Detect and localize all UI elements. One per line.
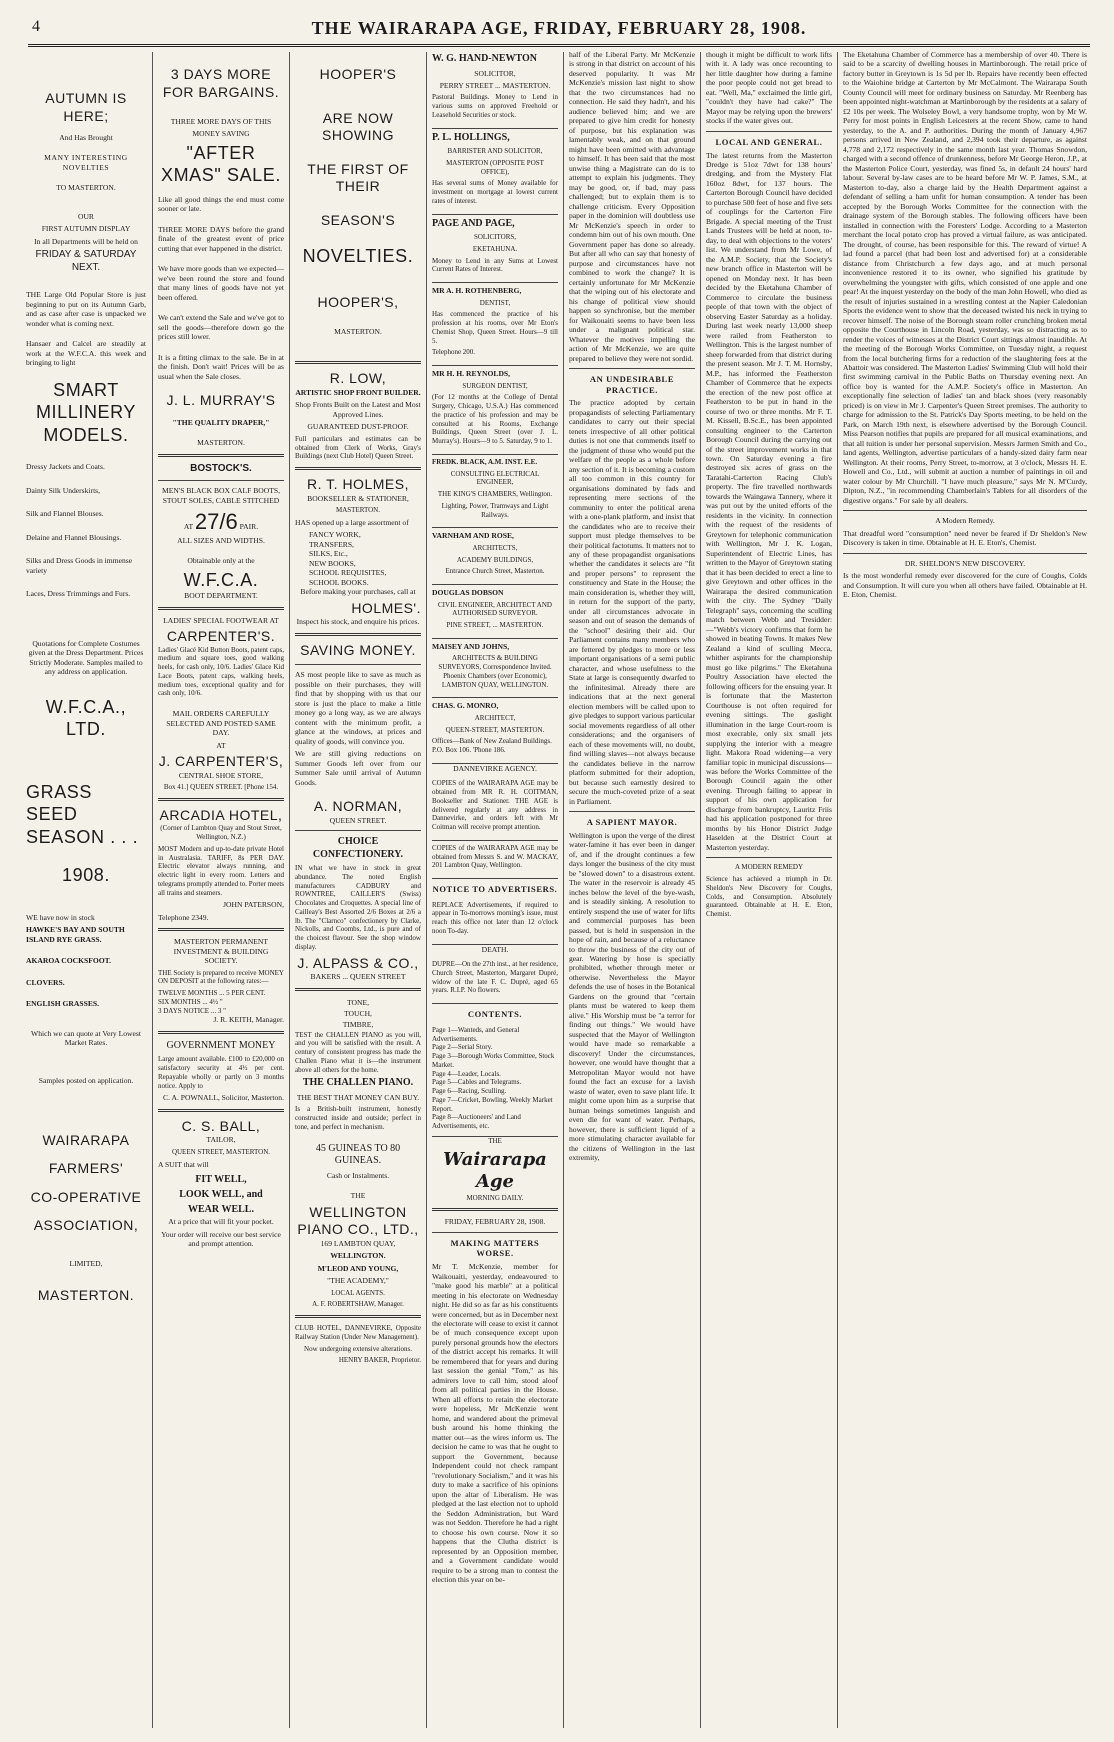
- dannevirke-heading: DANNEVIRKE AGENCY.: [453, 763, 537, 773]
- chambers-label: THE KING'S CHAMBERS, Wellington.: [437, 490, 553, 499]
- list-item: TIMBRE,: [342, 1020, 374, 1030]
- goods-text: We have more goods than we expected—we've been round the store and found that many lines of goods have not yet been offered.: [158, 264, 284, 302]
- civil-label: CIVIL ENGINEER, ARCHITECT AND AUTHORISED SURVEYOR.: [438, 600, 552, 618]
- local-label: LOCAL AGENTS.: [331, 1288, 385, 1297]
- list-item: Page 1—Wanteds, and General Advertisements.: [432, 1025, 520, 1043]
- ladies-footwear: LADIES' SPECIAL FOOTWEAR AT: [163, 615, 279, 625]
- item-list: [26, 462, 146, 598]
- hollings-heading: P. L. HOLLINGS,: [432, 131, 510, 143]
- autumn-body-2: TO MASTERTON.: [56, 183, 116, 193]
- low-heading: R. LOW,: [329, 370, 387, 387]
- pownall-solicitor: C. A. POWNALL, Solicitor, Masterton.: [163, 1093, 284, 1103]
- list-item: Page 6—Racing, Sculling.: [432, 1087, 507, 1096]
- column-5: [565, 50, 699, 1730]
- making-text: Mr T. McKenzie, member for Waikouaiti, yesterday, endeavoured to "make good his marble" at a political meeting in his electorate on Wednesday night. He did so as far as his constituents were concerned, but as in December next the electorate will cease to exist it cannot be of much consequence except upon purely personal grounds how the electors of the district accept his remarks. It will be remembered that for years and during last session the genial "Tom," as his admirers love to call him, stood aloof from all political parties in the House. When all efforts to retain the electorate were hopeless, Mr McKenzie went home, and wandered about the primeval bush around his home thinking the matter out—as the wires inform us. The decision he came to was that he ought to support the Government, because Independent could not check rampant "revolutionary Socialism," and it was his duty to make a sacrifice of his opinions upon the altar of Liberalism. He was pledged at the last election not to uphold the Seddon Administration, but Ward was not Seddon. Therefore he had a right to choose his own course. Now it so happens that the Clutha district is represented by an Opposition member, and a Government candidate would require to be a strong man to contest the election this year on be-: [432, 1262, 558, 1585]
- buyers-text: Hansaer and Calcel are steadily at work at the W.F.C.A. this week and bringing to light: [26, 339, 146, 368]
- column-1: [22, 50, 150, 1730]
- varnham-heading: VARNHAM AND ROSE,: [432, 531, 514, 541]
- rates-list: [158, 989, 284, 1015]
- sapient-heading: A SAPIENT MAYOR.: [586, 817, 678, 828]
- dustproof-label: GUARANTEED DUST-PROOF.: [307, 422, 409, 432]
- column-rule: [700, 52, 701, 1728]
- notice-text: REPLACE Advertisements, if required to appear in To-morrows morning's issue, must reach this office not later than 12 o'clock noon To-day.: [432, 900, 558, 935]
- autumn-sub: And Has Brought: [59, 133, 113, 142]
- baker-label: HENRY BAKER, Proprietor.: [338, 1356, 421, 1365]
- page-town: EKETAHUNA.: [472, 244, 518, 253]
- column-rule: [289, 52, 290, 1728]
- list-item: Page 2—Serial Story.: [432, 1043, 493, 1052]
- local-heading: LOCAL AND GENERAL.: [715, 136, 823, 147]
- fit-list: [158, 1172, 284, 1217]
- challen-heading: THE CHALLEN PIANO.: [302, 1077, 414, 1089]
- list-item: Dressy Jackets and Coats.: [26, 462, 105, 472]
- offices-label: Offices—Bank of New Zealand Buildings. P.O. Box 106. 'Phone 186.: [432, 737, 552, 755]
- holmes-list: [295, 530, 421, 587]
- page-text: Money to Lend in any Sums at Lowest Current Rates of Interest.: [432, 256, 558, 274]
- list-item: Page 5—Cables and Telegrams.: [432, 1078, 522, 1087]
- saving-text: AS most people like to save as much as possible on their purchases, they will find that by shopping with us that our store is just the place to make a little money go a long way, as we are always content with the minimum profit, a glance at the windows, at prices and quality of goods, will convince you.: [295, 670, 421, 746]
- hn-heading: W. G. HAND-NEWTON: [432, 53, 538, 64]
- queen-label: QUEEN-STREET, MASTERTON.: [445, 725, 545, 734]
- showing-heading: ARE NOW SHOWING: [322, 109, 394, 143]
- ball-address: QUEEN STREET, MASTERTON.: [171, 1147, 271, 1156]
- artistic-label: ARTISTIC SHOP FRONT BUILDER.: [295, 387, 421, 397]
- architect-label: ARCHITECT,: [474, 713, 516, 722]
- sale-text: Like all good things the end must come sooner or late.: [158, 194, 284, 214]
- pair-label: PAIR.: [239, 522, 259, 532]
- monro-heading: CHAS. G. MONRO,: [432, 701, 499, 711]
- page-number: 4: [32, 18, 40, 35]
- column-7: [839, 50, 1091, 1730]
- choice-heading: CHOICE CONFECTIONERY.: [312, 836, 404, 860]
- dentist-label: DENTIST,: [479, 298, 511, 307]
- holmes-heading: R. T. HOLMES,: [307, 476, 409, 493]
- contents-heading: CONTENTS.: [467, 1009, 523, 1020]
- pine-label: PINE STREET, ... MASTERTON.: [446, 621, 544, 630]
- masterton-label: MASTERTON.: [37, 1287, 135, 1304]
- list-item: Delaine and Flannel Blousings.: [26, 532, 122, 542]
- choice-text: IN what we have in stock in great abundance. The noted English manufacturers CADBURY and ROWNTREE, CAILLER'S (Swiss) Chocolates and Croquettes. A special line of Cailleay's Best Assorted 2/6 Boxes at 2/6 a lb. The "Clarnco" confectionery by Clarke, Nickolls, and Coombs, Ltd., is pure and of the choicest flavour. See the shop window display.: [295, 864, 421, 951]
- general-text: The Eketahuna Chamber of Commerce has a membership of over 40. There is said to be a scarcity of dwelling houses in Martinborough. The retail price of factory butter in Greytown is 1s 5d per lb. Repairs have recently been effected to the Waiohine bridge at Carterton by Mr McCalmont. The Wairarapa South County Council will meet for ordinary business on Saturday. Mr Reenberg has been appointed night-watchman at Martinborough by the residents at a salary of £2 10s per week. The Wolseley Bowl, a very handsome trophy, won by Mr W. Perry for most points in English Leicesters at the recent Show, came to hand yesterday, to the A. and P. authorities. During the month of January 4,967 persons arrived in New Zealand, and 2,394 took their departure, as against 4,778 and 2,172 respectively in the same month last year. Thomas Snowdon, charged with a second offence of drunkenness, before Mr George Heron, J.P., at the Masterton Police Court, yesterday, was fined 5s, in default 24 hours' hard labour. Several by-law cases are to be heard before Mr W. P. James, S.M., at Masterton to-day, also a charge laid by the Health Department against a defendant of selling a ham unfit for human consumption. A tender has been accepted by the Borough Works Committee for the connection with the drainage system of the Borough stables. The following officers have been installed in connection with the Foresters' Lodge. According to a Masterton merchant the local potato crop has proved a virtual failure, as was anticipated. The drought, of course, has been responsible for this. The reward of virtue! A lad found a parcel (that had been lost and advertised for) at a considerable distance from Christchurch a few days ago, and at much personal inconvenience restored it to its owner, who signified his gratitude by overwhelming the youngster with gifts, which consisted of one apple and one pear! At the inquest yesterday on the body of the man John Howell, who died as the result of injuries sustained in a wrestling contest at the Napier Caledonian Sports the evidence went to show that the deceased twisted his neck in trying to recover himself. The noise of the Borough steam roller crunching broken metal opposite the Courthouse in Lincoln Road, yesterday, was so distracting as to render the voices of witnesses at the District Court sittings almost inaudible. At the meeting of the Borough Works Committee, on Tuesday night, a request from the local butchering firms for a reduction of the slaughtering fees at the Abattoir was considered. The Masterton Ladies' Swimming Club will hold their first swimming carnival in the Public Baths on Thursday evening next. An office boy is wanted for the A.M.P. Society's office in Masterton. An exceptionally fine selection of ladies' tan and black shoes (very reasonably priced) is on view in Mr J. Carpenter's Queen Street premises. The authority to charge for admission to the St. Patrick's Day Sports meeting, to be held on the Park, on March 19th next, is elsewhere advertised by the Borough Council. Miss Pearson notifies that pupils are prepared for all musical examinations, and that all tuition is under her personal supervision. Messrs Jarmen Smith and Co., land agents, Wellington, advertise particulars of a handy-sized dairy farm near Wellington. At their rooms, Perry Street, to-morrow, at 3 o'clock, Messrs H. E. Howell and Co., Ltd., will submit at auction a number of paintings in oil and water colour by Mr Churchill. "I have much pleasure," says Mr N. M'Curdy, Dipton, N.Z., "in recommending Chamberlain's Tablets for all disorders of the digestive organs." For sale by all dealers.: [843, 50, 1087, 505]
- hollings-address: MASTERTON (OPPOSITE POST OFFICE),: [446, 158, 544, 176]
- three-more: THREE MORE DAYS OF THIS: [170, 117, 272, 126]
- holmes-heading-2: HOLMES'.: [351, 599, 421, 616]
- black-heading: FREDK. BLACK, A.M. INST. E.E.: [432, 457, 538, 466]
- robertshaw-label: A. F. ROBERTSHAW, Manager.: [312, 1300, 404, 1309]
- lighting-label: Lighting, Power, Tramways and Light Railways.: [441, 501, 549, 519]
- keith-manager: J. R. KEITH, Manager.: [213, 1015, 284, 1025]
- copies-text-2: COPIES of the WAIRARAPA AGE may be obtained from Messrs S. and W. MACKAY, 201 Lambton Quay, Wellington.: [432, 843, 558, 870]
- carpenter-box: Box 41.] QUEEN STREET. [Phone 154.: [163, 783, 279, 792]
- copies-text-1: COPIES of the WAIRARAPA AGE may be obtained from MR R. H. COITMAN, Bookseller and Stationer. THE AGE is delivered regularly at any address in Dannevirke, and orders left with Mr Coitman will receive prompt attention.: [432, 779, 558, 832]
- days-heading: 3 DAYS MORE FOR BARGAINS.: [162, 66, 280, 100]
- wpc-town: WELLINGTON.: [330, 1251, 386, 1261]
- making-text-cont: half of the Liberal Party. Mr McKenzie is strong in that district on account of his deserved popularity. It was Mr McKenzie's mission last night to show that the two circumstances had no connection. He said they hadn't, and his audience believed him; and we are prepared to give him credit for honesty of purpose, but his explanation was lamentably weak, and on that ground might have been omitted with advantage to himself. It has been said that the most unwise thing a Magistrate can do is to attempt to explain his judgments. They may be good, or, if bad, may pass challenged; but to explain them is to challenge criticism. Every Opposition paper in the dominion will doubtless use Mr McKenzie's speech in order to condemn him out of his own mouth. One Government paper has done so already. But after all who can say that honesty of purpose and circumstances have not combined to work the change? It is certainly unfortunate for Mr McKenzie that the wiping out of his electorate and his change of political view should happen so synchronise, but the member for Waikouaiti seems to have been less under a malignant political star. Whatever the motives impelling the action of Mr McKenzie, we are quite prepared to believe they were not sordid.: [569, 50, 695, 363]
- murray-heading: J. L. MURRAY'S: [166, 392, 276, 409]
- wpc-heading: WELLINGTON PIANO CO., LTD.,: [297, 1203, 419, 1238]
- undesirable-heading: AN UNDESIRABLE PRACTICE.: [589, 373, 675, 395]
- list-item: CO-OPERATIVE: [30, 1188, 142, 1205]
- list-item: ENGLISH GRASSES.: [26, 999, 100, 1009]
- rothenberg-text: Has commenced the practice of his profession at his rooms, over Mr Eton's Chemist Shop, Queen Street. Hours—9 till 5.: [432, 310, 558, 345]
- the-label: THE: [350, 1191, 366, 1201]
- list-item: SILKS, Etc.,: [309, 549, 348, 559]
- consulting-label: CONSULTING ELECTRICAL ENGINEER,: [450, 469, 540, 487]
- arcadia-prop: JOHN PATERSON,: [223, 900, 284, 910]
- maisey-text: ARCHITECTS & BUILDING SURVEYORS, Correspondence Invited. Phoenix Chambers (over Economic), LAMBTON QUAY, WELLINGTON.: [438, 654, 552, 689]
- stock-intro: WE have now in stock: [26, 912, 95, 922]
- architects-label: ARCHITECTS,: [472, 543, 518, 552]
- page-title-label: SOLICITORS,: [473, 233, 517, 242]
- hollings-title: BARRISTER AND SOLICITOR,: [447, 147, 543, 156]
- list-item: NEW BOOKS,: [309, 558, 356, 568]
- undesirable-text: The practice adopted by certain propagandists of selecting Parliamentary candidates to carry out their special tenets irrespective of all other political duties is not one that commends itself to the judgment of those who would put the welfare of the people as a whole before any section of it. It is becoming a custom all too common in this country for organisations dominated by fads and representing mere sections of the community to enter the political arena with a one-plank platform, and insist that the candidates who are to receive their support must pledge themselves to be their political factotums. It matters not to any of these propagandist organisations whether the candidates it selects are "fit and proper persons" to represent the constituency and State in the House; the main consideration is, whether they will, in return for the support of the party, under all circumstances advocate in season and out of season the demands of the "school" desiring their aid. Our Parliament contains many members who are fettered by pledges to more or less important organisations of a semi public character, and whose usefulness to the State at large is consequently dwarfed to the infinitesimal. Already there are indications that at the next general election members will be called upon to give pledges to support various particular social movements regardless of all other considerations; and the organisers of each of these movements will, no doubt, find willing slaves—not always because the candidates believe in the narrow platform submitted for their adoption, but because such earnestly desired to secure the much-coveted prize of a seat in Parliament.: [569, 398, 695, 806]
- list-item: SCHOOL BOOKS.: [309, 577, 369, 587]
- arcadia-text: MOST Modern and up-to-date private Hotel in Australasia. TARIFF, 8s PER DAY. Electric elevator always running, and electric light in every room. Letters and telegrams promptly attended to. Porter meets all trains and steamers.: [158, 844, 284, 897]
- sapient-text-cont: though it might be difficult to work lifts with it. A lady was once recounting to her little daughter how during a famine the poor people could not get bread to eat. "Well, Ma," exclaimed the little girl, "couldn't they have had cake?" The Mayor may be relying upon the brewers' stocks if the water gives out.: [706, 50, 832, 126]
- dobson-heading: DOUGLAS DOBSON: [432, 588, 504, 598]
- the-label-2: THE: [488, 1136, 502, 1145]
- tailor-label: TAILOR,: [206, 1135, 236, 1145]
- sheldon-heading: DR. SHELDON'S NEW DISCOVERY.: [904, 558, 1026, 568]
- wpc-address: 169 LAMBTON QUAY,: [320, 1238, 396, 1248]
- quality-draper: "THE QUALITY DRAPER,": [172, 417, 270, 427]
- money-saving: MONEY SAVING: [192, 129, 250, 139]
- list-item: LOOK WELL, and: [179, 1189, 263, 1201]
- list-item: FARMERS': [48, 1160, 124, 1177]
- list-item: FANCY WORK,: [309, 530, 361, 540]
- friday-saturday: FRIDAY & SATURDAY NEXT.: [35, 249, 137, 273]
- low-text: Shop Fronts Built on the Latest and Most Approved Lines.: [295, 400, 421, 419]
- samples-text: Samples posted on application.: [38, 1076, 134, 1086]
- modern-remedy-text: That dreadful word "consumption" need never be feared if Dr Sheldon's New Discovery is taken in time. Obtainable at H. E. Eton's, Chemist.: [843, 528, 1087, 548]
- suit-text: At a price that will fit your pocket.: [168, 1217, 274, 1227]
- hooper-heading-2: HOOPER'S,: [317, 293, 399, 310]
- climax-text: It is a fitting climax to the sale. Be in at the finish. Don't wait! Prices will be as usual when the Sale closes.: [158, 352, 284, 381]
- masthead: [28, 14, 1090, 47]
- page-heading: PAGE AND PAGE,: [432, 217, 515, 229]
- list-item: AKAROA COCKSFOOT.: [26, 956, 112, 966]
- murray-town: MASTERTON.: [197, 438, 245, 448]
- british-text: Is a British-built instrument, honestly constructed inside and outside; perfect in tone, and perfect in mechanism.: [295, 1105, 421, 1131]
- sizes-text: ALL SIZES AND WIDTHS.: [177, 535, 265, 545]
- ladies-text: Ladies' Glacé Kid Button Boots, patent caps, medium and square toes, good walking heels, for cash only, 10/6. Ladies' Glace Kid Lace Boots, patent caps, walking heels, medium toes, exceptional quality and for cash only, 10/6.: [158, 645, 284, 698]
- masthead-nameplate: Wairarapa Age: [443, 1148, 547, 1193]
- saving-heading: SAVING MONEY.: [300, 641, 416, 658]
- modern-remedy-heading: A Modern Remedy.: [935, 516, 995, 526]
- mleod-label: M'LEOD AND YOUNG,: [317, 1263, 399, 1273]
- column-2: [154, 50, 288, 1730]
- reynolds-heading: MR H. H. REYNOLDS,: [432, 369, 511, 379]
- list-item: HAWKE'S BAY AND SOUTH ISLAND RYE GRASS.: [26, 925, 125, 944]
- holmes-inspect: Inspect his stock, and enquire his prices.: [296, 617, 420, 627]
- ball-heading: C. S. BALL,: [181, 1117, 261, 1134]
- farmers-association: [26, 1129, 146, 1237]
- remedy-heading: A MODERN REMEDY: [734, 863, 804, 872]
- hooper-heading: HOOPER'S: [319, 66, 397, 82]
- wfca-boot-heading: W.F.C.A.: [183, 569, 259, 590]
- list-item: Page 3—Borough Works Committee, Stock Market.: [432, 1052, 555, 1069]
- grass-seed-heading: GRASS SEED: [26, 781, 93, 825]
- column-6: [702, 50, 836, 1730]
- bakers-label: BAKERS ... QUEEN STREET: [310, 972, 406, 982]
- list-item: Page 4—Leader, Locals.: [432, 1069, 501, 1078]
- building-society: MASTERTON PERMANENT INVESTMENT & BUILDING SOCIETY.: [173, 937, 269, 966]
- list-item: ASSOCIATION,: [33, 1217, 139, 1234]
- list-item: TRANSFERS,: [309, 539, 354, 549]
- list-item: FIT WELL,: [195, 1174, 247, 1186]
- our-label: OUR: [77, 211, 95, 221]
- carpenter-heading-2: J. CARPENTER'S,: [158, 753, 284, 770]
- bookseller-label: BOOKSELLER & STATIONER,: [307, 493, 409, 503]
- rothenberg-tel: Telephone 200.: [432, 348, 476, 357]
- list-item: TOUCH,: [344, 1008, 372, 1018]
- season-heading: SEASON'S: [320, 211, 396, 228]
- carpenter-heading: CARPENTER'S.: [166, 628, 276, 645]
- academy-buildings: ACADEMY BUILDINGS,: [456, 555, 534, 564]
- autumn-headline: AUTUMN IS HERE;: [45, 90, 127, 124]
- days-text: THREE MORE DAYS before the grand finale of the greatest event of price cutting that ever happened in the district.: [158, 224, 284, 253]
- boot-department: BOOT DEPARTMENT.: [184, 591, 258, 601]
- display-label: FIRST AUTUMN DISPLAY: [41, 224, 131, 234]
- surgeon-label: SURGEON DENTIST,: [462, 381, 528, 390]
- remedy-text: Science has achieved a triumph in Dr. Sheldon's New Discovery for Coughs, Colds, and Consumption. Absolutely guaranteed. Obtainable at H. E. Eton, Chemist.: [706, 875, 832, 919]
- hn-text: Pastoral Buildings. Money to Lend in various sums on approved Freehold or Leasehold Securities or stock.: [432, 93, 558, 119]
- low-text-2: Full particulars and estimates can be obtained from Clerk of Works, Gray's Buildings (next Club Hotel) Queen Street.: [295, 434, 421, 461]
- obtainable-text: Obtainable only at the: [187, 556, 255, 566]
- boots-text: MEN'S BLACK BOX CALF BOOTS, STOUT SOLES, CABLE STITCHED: [161, 486, 281, 505]
- list-item: TONE,: [346, 997, 369, 1007]
- list-item: CLOVERS.: [26, 977, 65, 987]
- at-label: AT: [183, 522, 193, 532]
- sheldon-text: Is the most wonderful remedy ever discovered for the cure of Coughs, Colds and Consumption. It will cure you when all others have failed. Obtainable at H. E. Eton, Chemist.: [843, 571, 1087, 600]
- quotations-text: Quotations for Complete Costumes given at the Dress Department. Prices Strictly Moderate. Samples mailed to any address on application.: [28, 638, 144, 677]
- local-text: The latest returns from the Masterton Dredge is 51oz 7dwt for 138 hours' dredging, and from the Mystery Flat 160oz 8dwt, for 137 hours. The Carterton Borough Council have decided to purchase 500 feet of hose and five sets of couplings for the Carterton Fire Brigade. A special meeting of the Trust Lands Trustees will be held at noon, to-day, to deal with objections to the voters' list. We understand from Mr Lowe, of the A.M.P. Society, that the Society's new branch office in Masterton will be opened on Monday next. It has been decided by the Eketahuna Chamber of Commerce to circulate the business people of that town with the object of observing Easter Saturday as a holiday. During last week nearly 13,000 sheep were railed from Featherston to Wellington. This is the largest number of sheep forwarded from that district during the present season. Mr J. T. M. Hornsby, M.P., has informed the Featherston Chamber of Commerce that he expects the erection of the new post office at Featherston to be put in hand in the course of two or three months. Mr F. T. M. Kissell, B.Sc.E., has been appointed consulting engineer to the Carterton Borough Council during the carrying out of the street improvement works in that town. On Saturday evening a fire destroyed six acres of grass on the Taratahi-Carterton Racing Club's property. The fire travelled northwards towards the Waingawa Tannery, where it was put out by the united efforts of the residents in the vicinity. In connection with the request of the residents of Greytown for telephonic communication with Wellington, Mr J. K. Logan, Superintendent of Electric Lines, has written to the Mayor of Greytown stating that it has been decided to erect a line to give Greytown and other offices in the Wairarapa the desired communication with the city. The Sydney "Daily Telegraph" says, concerning the sculling match between Webb and Tresidder:—"Webb's victory confirms that form he showed in beating Towns. It makes New Zealand a kind of sculling Mecca, whither aspirants for the championship must go like pilgrims." The Eketahuna Poultry Association have elected the following officers for the ensuing year. It is fortunate that the Masterton Courthouse is not often required for evening sittings. The gaslight illumination in the large Court-room is most execrable, only six small jets supplying the interior with a meagre light. Makora Road widening—a very familiar topic in municipal discussions—was before the Works Committee of the Borough Council again the other evening. Through failing to appear in support of his own application for discharge from bankruptcy, Lauritz Friis had his application postponed for three months by his Honor District Judge Haselden at the District Court at Masterton yesterday.: [706, 150, 832, 852]
- column-4: [428, 50, 562, 1730]
- maisey-heading: MAISEY AND JOHNS,: [432, 641, 510, 651]
- club-text: CLUB HOTEL, DANNEVIRKE, Opposite Railway Station (Under New Management).: [295, 1324, 421, 1341]
- order-text: Your order will receive our best service and prompt attention.: [161, 1229, 281, 1249]
- holmes-text: HAS opened up a large assortment of: [295, 517, 409, 527]
- morning-daily: MORNING DAILY.: [466, 1193, 524, 1202]
- holmes-town: MASTERTON.: [336, 506, 380, 515]
- list-item: WEAR WELL.: [188, 1204, 254, 1216]
- reynolds-text: (For 12 months at the College of Dental Surgery, Chicago, U.S.A.) Has commenced the practice of his profession and may be consulted at his Rooms, Exchange Buildings, Queen Street (over J. L. Murray's). Hours—9 to 5. Saturday, 9 to 1.: [432, 393, 558, 446]
- tone-list: [295, 997, 421, 1031]
- sale-heading: "AFTER XMAS" SALE.: [160, 142, 282, 186]
- grass-year: 1908.: [61, 865, 111, 886]
- arcadia-location: (Corner of Lambton Quay and Stout Street, Wellington, N.Z.): [160, 824, 282, 842]
- stock-list: [26, 925, 146, 1008]
- list-item: SCHOOL REQUISITES,: [309, 568, 387, 578]
- column-3: [291, 50, 425, 1730]
- column-rule: [563, 52, 564, 1728]
- list-item: TWELVE MONTHS ... 5 PER CENT.: [158, 989, 266, 998]
- list-item: 3 DAYS NOTICE ... 3 ": [158, 1006, 226, 1015]
- autumn-body: MANY INTERESTING NOVELTIES: [44, 153, 128, 172]
- holmes-call: Before making your purchases, call at: [300, 587, 416, 597]
- extend-text: We can't extend the Sale and we've got to sell the goods—therefore down go the prices still lower.: [158, 313, 284, 342]
- issue-date: FRIDAY, FEBRUARY 28, 1908.: [444, 1217, 546, 1227]
- list-item: Laces, Dress Trimmings and Furs.: [26, 589, 131, 599]
- arcadia-phone: Telephone 2349.: [158, 912, 209, 922]
- wfca-heading: W.F.C.A., LTD.: [45, 696, 127, 740]
- list-item: Silk and Flannel Blouses.: [26, 509, 104, 519]
- norman-address: QUEEN STREET.: [329, 815, 387, 825]
- suit-intro: A SUIT that will: [158, 1159, 209, 1169]
- making-heading: MAKING MATTERS WORSE.: [450, 1237, 540, 1259]
- norman-heading: A. NORMAN,: [313, 798, 403, 815]
- bostock-heading: BOSTOCK'S.: [190, 462, 252, 474]
- at-label-2: AT: [216, 740, 226, 750]
- arcadia-heading: ARCADIA HOTEL,: [159, 806, 283, 823]
- test-text: TEST the CHALLEN PIANO as you will, and you will be satisfied with the result. A century of consistent progress has made the Challen Piano what it is—the instrument above all others for the home.: [295, 1030, 421, 1074]
- column-rule: [426, 52, 427, 1728]
- alpass-heading: J. ALPASS & CO.,: [297, 954, 419, 971]
- best-label: THE BEST THAT MONEY CAN BUY.: [296, 1092, 420, 1102]
- central-store: CENTRAL SHOE STORE,: [178, 770, 264, 780]
- quote-text: Which we can quote at Very Lowest Market Rates.: [31, 1028, 141, 1047]
- guineas-label: 45 GUINEAS TO 80 GUINEAS.: [315, 1142, 401, 1167]
- hooper-town: MASTERTON.: [334, 327, 382, 336]
- death-text: DUPRE—On the 27th inst., at her residence, Church Street, Masterton, Margaret Dupré, widow of the late F. C. Dupré, aged 65 years. R.I.P. No flowers.: [432, 960, 558, 995]
- academy-label: "THE ACADEMY,": [327, 1276, 389, 1286]
- boot-price: 27/6: [194, 509, 238, 535]
- novelties-heading: NOVELTIES.: [302, 246, 414, 266]
- hn-title: SOLICITOR,: [474, 68, 516, 78]
- cash-label: Cash or Instalments.: [326, 1170, 390, 1180]
- display-label-2: In all Departments will be held on: [34, 236, 138, 246]
- entrance-label: Entrance Church Street, Masterton.: [445, 567, 545, 576]
- contents-list: [432, 1023, 558, 1137]
- building-text: THE Society is prepared to receive MONEY ON DEPOSIT at the following rates:—: [158, 968, 284, 986]
- column-rule: [837, 52, 838, 1728]
- grass-season-heading: SEASON . . .: [26, 826, 139, 847]
- list-item: Silks and Dress Goods in immense variety: [26, 556, 133, 575]
- hn-address: PERRY STREET ... MASTERTON.: [439, 80, 551, 90]
- club-text-2: Now undergoing extensive alterations.: [304, 1344, 412, 1353]
- column-rule: [152, 52, 153, 1728]
- page-title: THE WAIRARAPA AGE, FRIDAY, FEBRUARY 28, 1908.: [311, 18, 807, 38]
- death-heading: DEATH.: [481, 944, 509, 954]
- govt-money: GOVERNMENT MONEY: [166, 1039, 276, 1051]
- list-item: WAIRARAPA: [42, 1131, 130, 1148]
- store-text: THE Large Old Popular Store is just beginning to put on its Autumn Garb, and as case after case is unpacked we wonder what is coming next.: [26, 290, 146, 328]
- mail-orders: MAIL ORDERS CAREFULLY SELECTED AND POSTED SAME DAY.: [166, 709, 276, 738]
- hollings-text: Has several sums of Money available for investment on mortgage at lowest current rates of interest.: [432, 179, 558, 205]
- list-item: SIX MONTHS ... 4½ ": [158, 997, 223, 1006]
- summer-text: We are still giving reductions on Summer Goods left over from our Summer Sale until arrival of Autumn Goods.: [295, 749, 421, 787]
- list-item: Page 8—Auctioneers' and Land Advertisements, etc.: [432, 1113, 521, 1131]
- list-item: Dainty Silk Underskirts,: [26, 485, 101, 495]
- first-heading: THE FIRST OF THEIR: [307, 160, 409, 194]
- notice-heading: NOTICE TO ADVERTISERS.: [432, 884, 558, 895]
- sapient-text: Wellington is upon the verge of the direst water-famine it has ever been in danger of, and if the drought continues a few days longer the business of the city must be "slowed down" to a disastrous extent. The water in the reservoir is already 45 inches below the level of the bye-wash, and is steadily sinking. A resolution to entirely suspend the use of water for lifts and commercial purposes has been passed, but is held in suspension in the hope of rain, and because of a reluctance to throw the business of the city out of gear. Watering by hose is specially prohibited, whether through meter or otherwise. Nevertheless the Mayor defends the use of hoses in the Botanical Gardens on the ground that "certain plants must be watered to keep them alive." His Worship must be "a terror for finding out things." We would have suspected that the Mayor of Wellington would have made so remarkable a discovery! Under the circumstances, however, one would have thought that a Metropolitan Mayor would not have found the fact an excuse for a lavish waste of water, even to save plant life. It might come upon him as a surprise that human beings sometimes languish and even die for want of water. Perhaps, however, there is sufficient liquid of a more stimulating character available for the citizens of Wellington in the last extremity,: [569, 830, 695, 1163]
- limited-label: LIMITED,: [69, 1258, 103, 1268]
- rothenberg-heading: MR A. H. ROTHENBERG,: [432, 286, 522, 296]
- list-item: Page 7—Cricket, Bowling, Weekly Market Report.: [432, 1095, 553, 1113]
- smart-millinery: SMART MILLINERY MODELS.: [35, 379, 137, 445]
- govt-text: Large amount available. £100 to £20,000 on satisfactory security at 4½ per cent. Repayable wholly or partly on 3 months notice. Apply to: [158, 1055, 284, 1090]
